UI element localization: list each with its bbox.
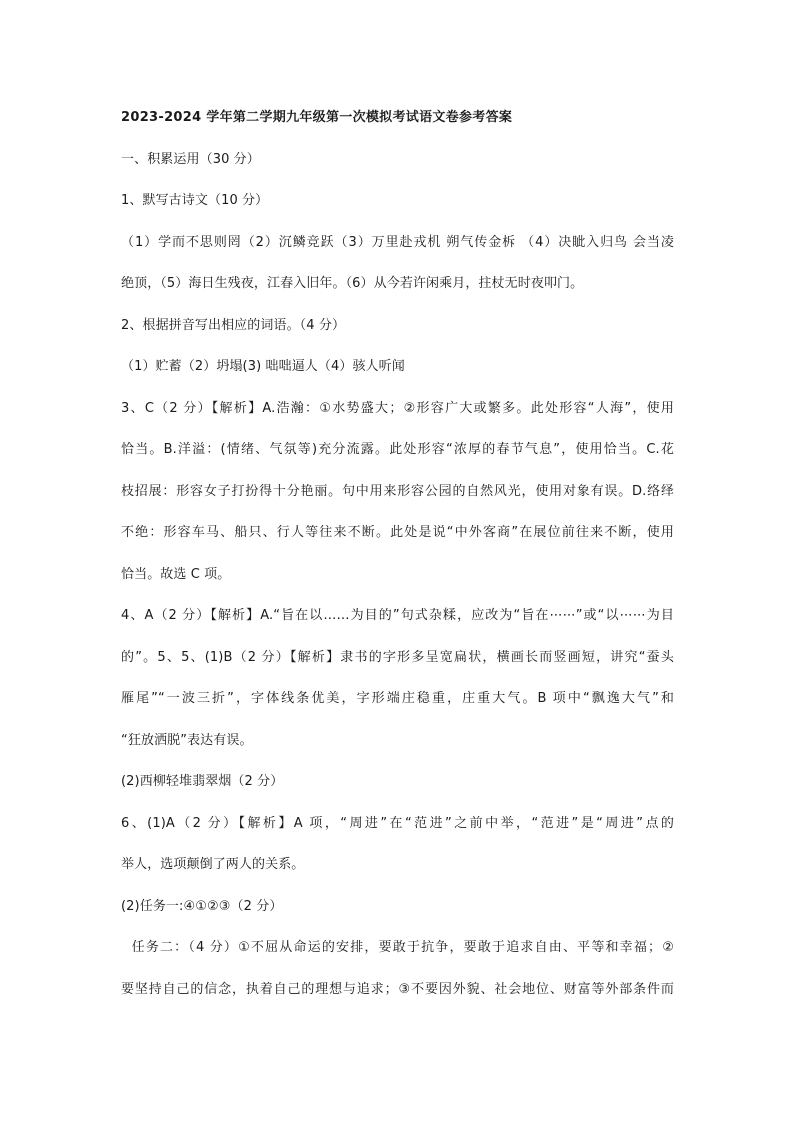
answer-line: 绝顶，（5）海日生残夜，江春入旧年。（6）从今若许闲乘月，拄杖无时夜叩门。 — [121, 276, 584, 291]
answer-line: 雁尾”“一波三折”，字体线条优美，字形端庄稳重，庄重大气。B 项中“飘逸大气”和 — [121, 691, 674, 706]
answer-line: 任务二：（4 分）①不屈从命运的安排，要敢于抗争，要敢于追求自由、平等和幸福；② — [121, 940, 674, 955]
answer-line: 6、(1)A（2 分）【解析】A 项，“周进”在“范进”之前中举，“范进”是“周进”点的 — [121, 816, 674, 831]
answer-line: 不绝：形容车马、船只、行人等往来不断。此处是说“中外客商”在展位前往来不断，使用 — [121, 525, 674, 540]
answer-line: 枝招展：形容女子打扮得十分艳丽。句中用来形容公园的自然风光，使用对象有误。D.络绎 — [121, 484, 674, 499]
answer-line: （1）贮蓄（2）坍塌(3) 咄咄逼人（4）骇人听闻 — [121, 359, 405, 374]
answer-line: “狂放洒脱”表达有误。 — [121, 733, 253, 748]
answer-line: 举人，选项颠倒了两人的关系。 — [121, 857, 305, 872]
document-title: 2023-2024 学年第二学期九年级第一次模拟考试语文卷参考答案 — [121, 110, 513, 125]
answer-line: 4、A（2 分）【解析】A.“旨在以……为目的”句式杂糅，应改为“旨在⋯⋯”或“以⋯⋯为目 — [121, 608, 674, 623]
answer-line: 恰当。B.洋溢：(情绪、气氛等)充分流露。此处形容“浓厚的春节气息”，使用恰当。C.花 — [121, 442, 674, 457]
answer-line: 恰当。故选 C 项。 — [121, 567, 231, 582]
answer-line: （1）学而不思则罔（2）沉鳞竞跃（3）万里赴戎机 朔气传金柝 （4）决眦入归鸟 会当凌 — [121, 235, 674, 250]
answer-line: (2)西柳轻堆翡翠烟（2 分） — [121, 774, 284, 789]
section-heading: 一、积累运用（30 分） — [121, 152, 260, 167]
answer-line: 的”。5、5、(1)B（2 分）【解析】隶书的字形多呈宽扁状，横画长而竖画短，讲究“蚕头 — [121, 650, 674, 665]
answer-line: (2)任务一:④①②③（2 分） — [121, 899, 283, 914]
question-heading: 1、默写古诗文（10 分） — [121, 193, 269, 208]
question-heading: 2、根据拼音写出相应的词语。（4 分） — [121, 318, 346, 333]
answer-line: 要坚持自己的信念，执着自己的理想与追求；③不要因外貌、社会地位、财富等外部条件而 — [121, 982, 674, 997]
answer-line: 3、C（2 分）【解析】A.浩瀚：①水势盛大；②形容广大或繁多。此处形容“人海”，使用 — [121, 401, 674, 416]
